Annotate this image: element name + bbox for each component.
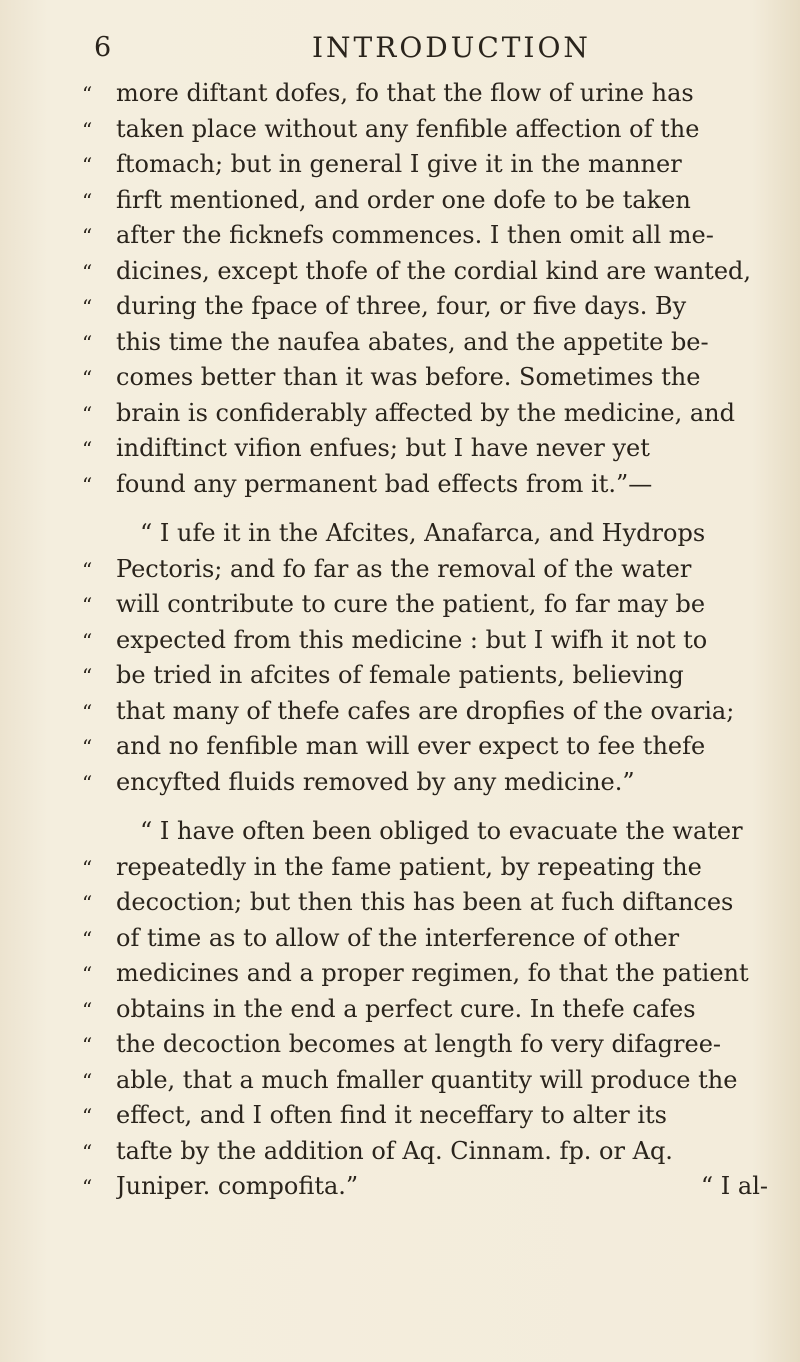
quote-mark: “ xyxy=(82,1175,93,1199)
text-line xyxy=(82,885,772,921)
quote-mark: “ xyxy=(82,926,93,951)
line-text: tafte by the addition of Aq. Cinnam. fp. or Aq. xyxy=(116,1136,673,1165)
text-line xyxy=(82,956,772,992)
text-line xyxy=(82,516,772,552)
line-text: medicines and a proper regimen, fo that the patient xyxy=(116,959,749,987)
text-line xyxy=(82,658,772,694)
text-line xyxy=(82,218,772,254)
quote-mark: “ xyxy=(82,437,93,461)
line-text: and no fenfible man will ever expect to fee thefe xyxy=(116,732,706,760)
quote-mark: “ xyxy=(82,962,93,986)
quote-mark: “ xyxy=(82,224,93,248)
line-text: Juniper. compofita.” xyxy=(116,1172,359,1200)
quote-mark: “ xyxy=(82,1139,93,1164)
quote-mark: “ xyxy=(82,628,93,653)
quote-mark: “ xyxy=(82,472,93,497)
quote-mark: “ xyxy=(82,1033,93,1057)
line-text: after the ficknefs commences. I then omit all me- xyxy=(116,221,714,249)
line-text: “ I have often been obliged to evacuate the water xyxy=(140,817,743,845)
text-line xyxy=(82,396,772,432)
quote-mark: “ xyxy=(82,401,93,426)
quote-mark: “ xyxy=(82,117,93,142)
line-text: during the fpace of three, four, or five days. By xyxy=(116,292,687,320)
quote-mark: “ xyxy=(82,295,93,319)
line-text: effect, and I often find it neceffary to alter its xyxy=(116,1101,667,1129)
text-line xyxy=(82,183,772,219)
quote-mark: “ xyxy=(82,1104,93,1128)
text-line xyxy=(82,729,772,765)
text-line xyxy=(82,467,772,503)
text-line xyxy=(82,325,772,361)
line-text: comes better than it was before. Sometimes the xyxy=(116,363,701,391)
text-line xyxy=(82,992,772,1028)
quote-mark: “ xyxy=(82,259,93,284)
line-text: be tried in afcites of female patients, believing xyxy=(116,661,684,689)
line-text: Pectoris; and fo far as the removal of the water xyxy=(116,554,692,583)
text-line xyxy=(82,921,772,957)
quote-mark: “ xyxy=(82,770,93,795)
text-line xyxy=(82,254,772,290)
text-line xyxy=(82,1169,772,1205)
line-text: dicines, except thofe of the cordial kind are wanted, xyxy=(116,256,752,285)
quote-mark: “ xyxy=(82,891,93,915)
line-text: able, that a much fmaller quantity will produce the xyxy=(116,1065,738,1094)
paragraph xyxy=(82,516,772,800)
text-line xyxy=(82,765,772,801)
text-line xyxy=(82,431,772,467)
line-text: more diftant dofes, fo that the flow of urine has xyxy=(116,79,694,107)
quote-mark: “ xyxy=(82,1068,93,1093)
text-line xyxy=(82,1134,772,1170)
line-text: ftomach; but in general I give it in the manner xyxy=(116,150,682,178)
page-number: 6 xyxy=(94,32,113,63)
line-text: “ I ufe it in the Afcites, Anafarca, and Hydrops xyxy=(140,519,706,547)
quote-mark: “ xyxy=(82,330,93,355)
line-text: decoction; but then this has been at fuch diftances xyxy=(116,888,734,916)
text-line xyxy=(82,850,772,886)
running-head: INTRODUCTION xyxy=(312,31,591,64)
line-text: found any permanent bad effects from it.”— xyxy=(116,469,653,498)
text-line xyxy=(82,289,772,325)
text-line xyxy=(82,552,772,588)
line-text: of time as to allow of the interference of other xyxy=(116,923,680,952)
line-text: that many of thefe cafes are dropfies of the ovaria; xyxy=(116,696,735,725)
quote-mark: “ xyxy=(82,735,93,759)
text-line xyxy=(82,1098,772,1134)
quote-mark: “ xyxy=(82,366,93,390)
line-text: brain is confiderably affected by the medicine, and xyxy=(116,398,735,427)
quote-mark: “ xyxy=(82,593,93,617)
quote-mark: “ xyxy=(82,153,93,177)
text-line xyxy=(82,623,772,659)
page-header xyxy=(0,22,800,62)
body-text xyxy=(82,76,772,1219)
line-text: obtains in the end a perfect cure. In thefe cafes xyxy=(116,994,696,1023)
text-line xyxy=(82,814,772,850)
line-text: will contribute to cure the patient, fo far may be xyxy=(116,590,706,618)
quote-mark: “ xyxy=(82,82,93,106)
line-text: this time the naufea abates, and the appetite be- xyxy=(116,327,709,356)
line-text: the decoction becomes at length fo very difagree- xyxy=(116,1030,722,1058)
text-line xyxy=(82,147,772,183)
text-line xyxy=(82,76,772,112)
quote-mark: “ xyxy=(82,664,93,688)
line-text: indiftinct vifion enfues; but I have never yet xyxy=(116,434,650,462)
quote-mark: “ xyxy=(82,855,93,880)
quote-mark: “ xyxy=(82,188,93,213)
line-text: taken place without any fenfible affection of the xyxy=(116,114,700,143)
text-line xyxy=(82,1063,772,1099)
text-line xyxy=(82,587,772,623)
quote-mark: “ xyxy=(82,699,93,724)
line-text: encyfted fluids removed by any medicine.” xyxy=(116,767,635,796)
text-line xyxy=(82,1027,772,1063)
paragraph xyxy=(82,76,772,502)
text-line xyxy=(82,694,772,730)
line-text: expected from this medicine : but I wifh it not to xyxy=(116,625,708,654)
line-text: firft mentioned, and order one dofe to be taken xyxy=(116,185,691,214)
quote-mark: “ xyxy=(82,997,93,1022)
line-text: repeatedly in the fame patient, by repeating the xyxy=(116,852,702,881)
catchword: “ I al- xyxy=(700,1172,768,1200)
text-line xyxy=(82,360,772,396)
paragraph xyxy=(82,814,772,1205)
quote-mark: “ xyxy=(82,557,93,582)
text-line xyxy=(82,112,772,148)
